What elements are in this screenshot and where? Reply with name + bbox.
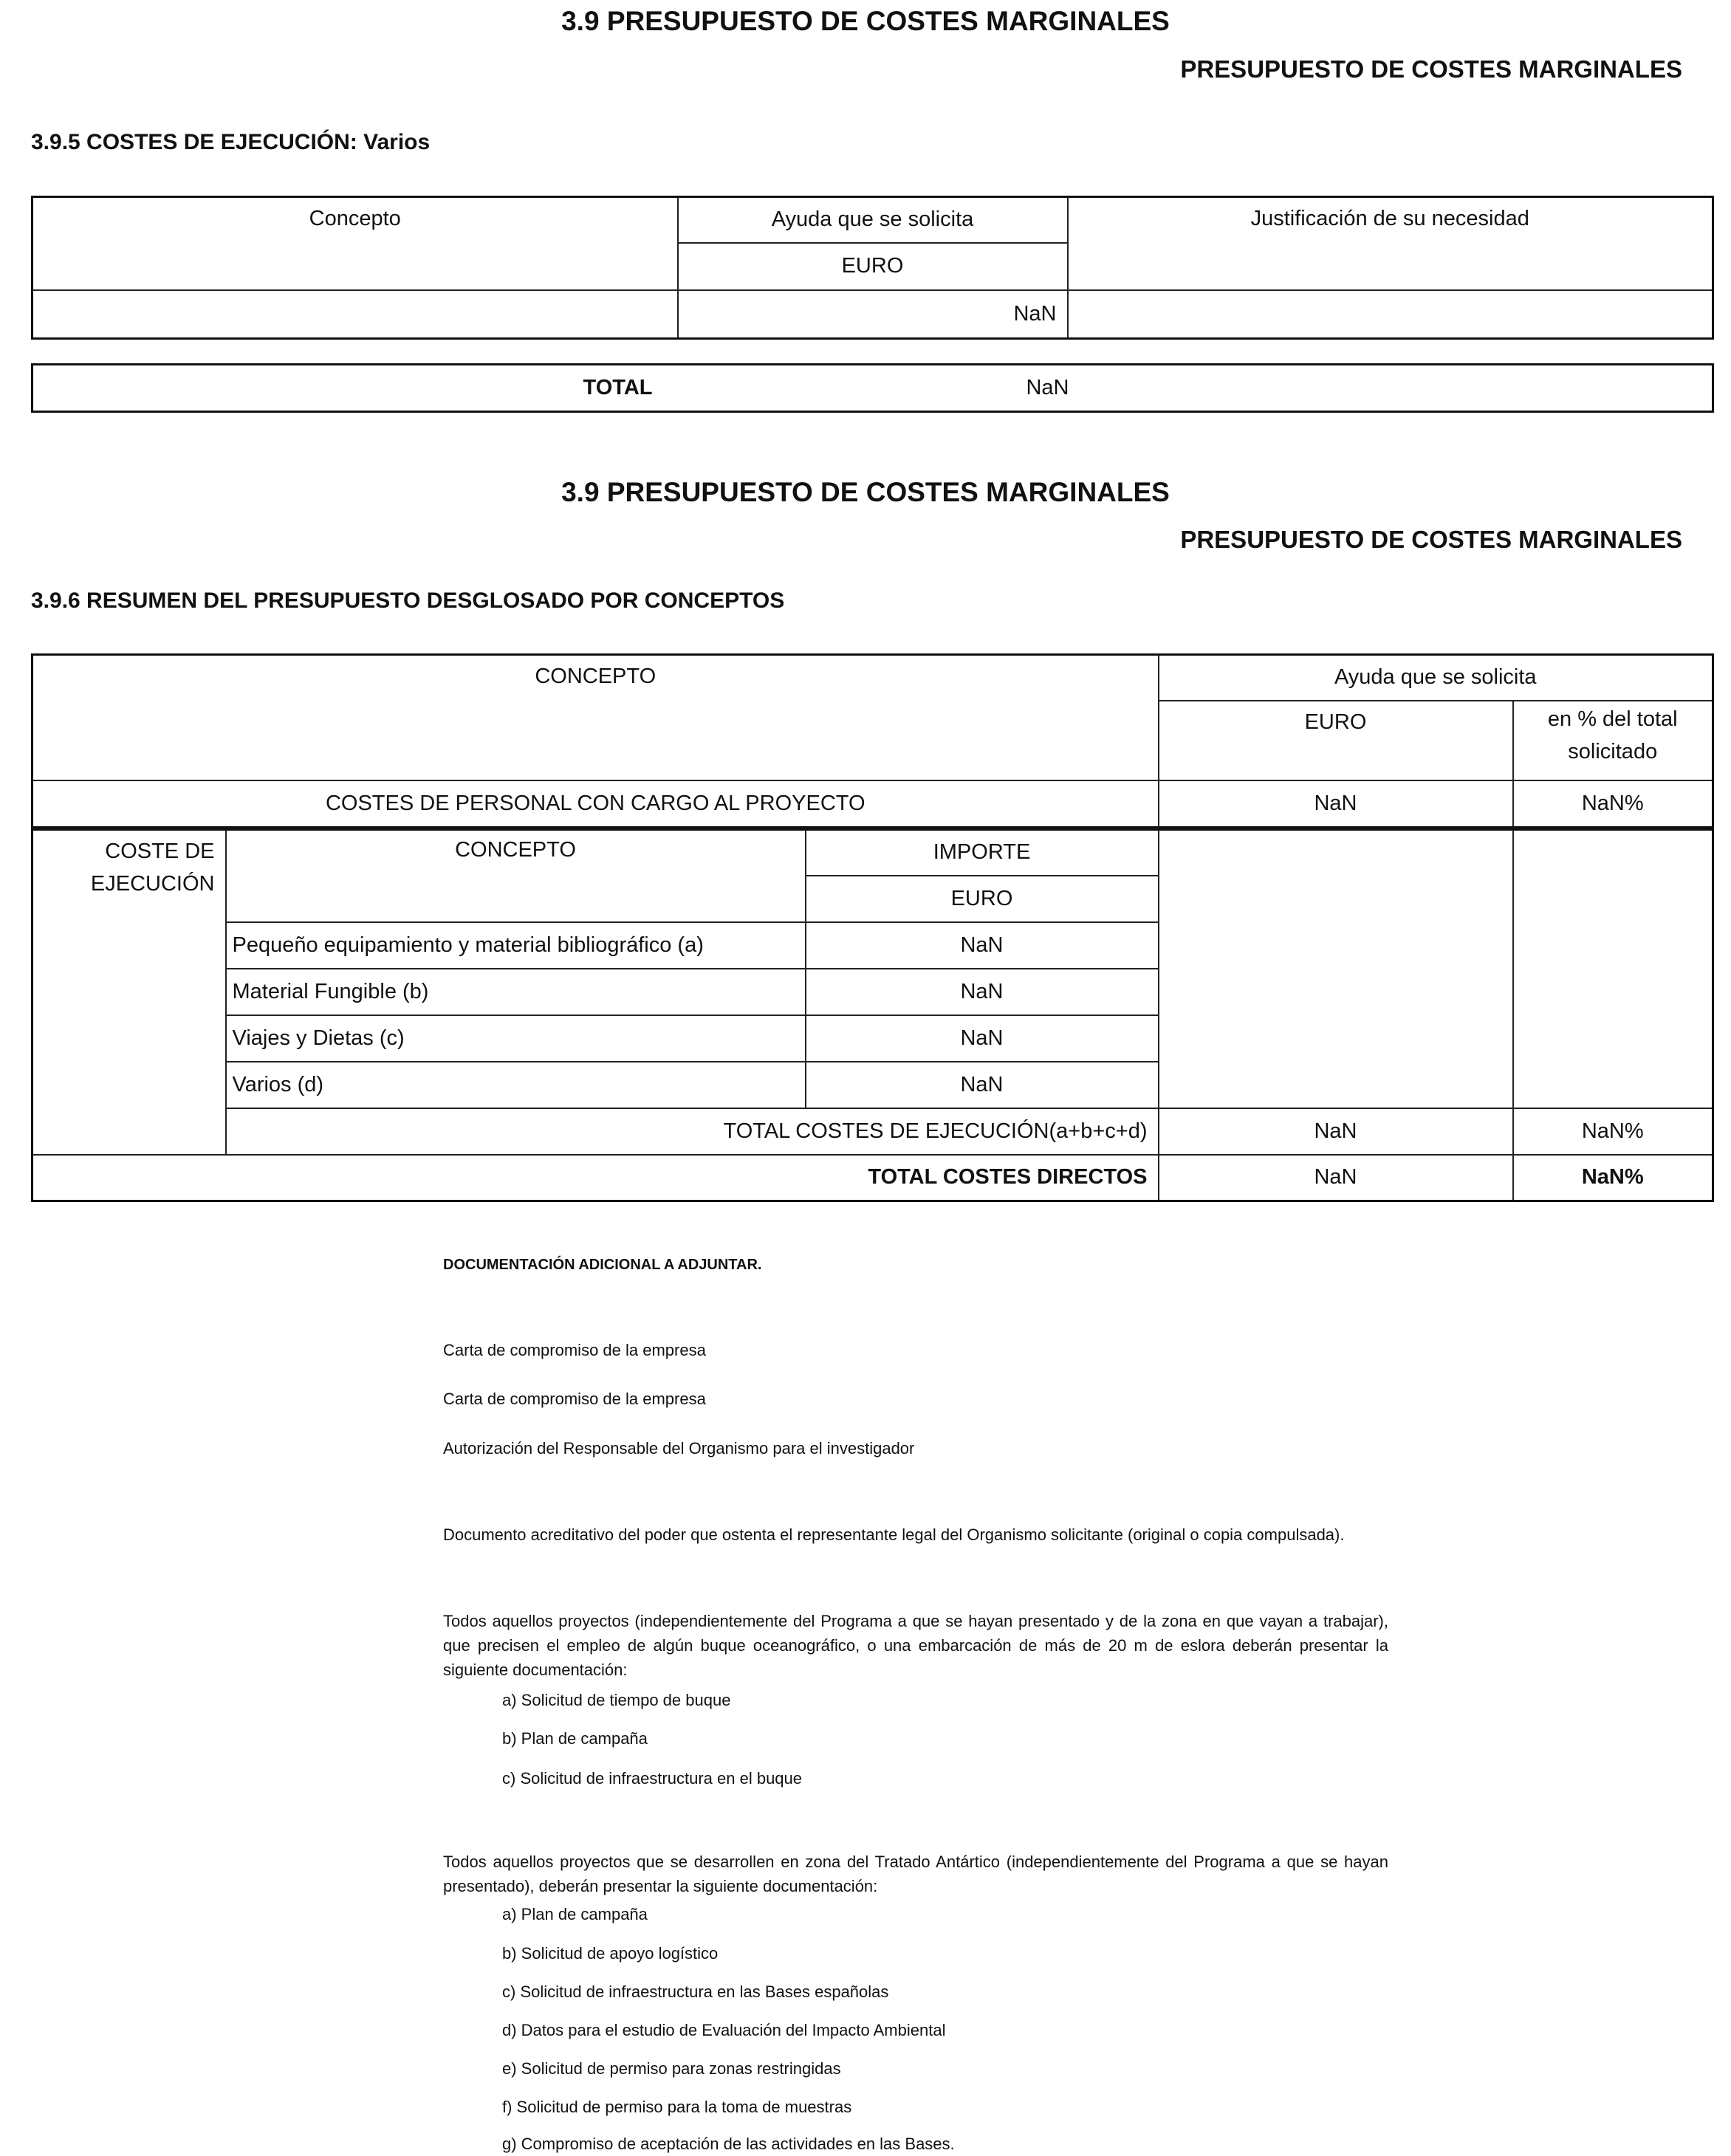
item-label: Material Fungible (b) [226, 969, 806, 1015]
antartico-item: f) Solicitud de permiso para la toma de muestras [502, 2098, 852, 2116]
total-directos-percent: NaN% [1513, 1155, 1713, 1201]
blank-euro-cell [1159, 830, 1513, 1108]
header-percent: en % del total solicitado [1513, 701, 1713, 780]
section-title-2: 3.9 PRESUPUESTO DE COSTES MARGINALES [561, 477, 1170, 507]
antartico-item: a) Plan de campaña [502, 1905, 648, 1923]
row-euro: NaN [678, 290, 1068, 339]
personal-euro: NaN [1159, 780, 1513, 828]
total-label: TOTAL [583, 376, 653, 399]
header-euro-resumen: EURO [1159, 701, 1513, 780]
total-directos-label: TOTAL COSTES DIRECTOS [32, 1155, 1159, 1201]
doc-item: Carta de compromiso de la empresa [443, 1341, 706, 1359]
ejecucion-table [31, 828, 1714, 1202]
buque-item: c) Solicitud de infraestructura en el buque [502, 1769, 803, 1788]
header-euro: EURO [678, 243, 1068, 290]
buque-item: b) Plan de campaña [502, 1729, 648, 1748]
antartico-item: b) Solicitud de apoyo logístico [502, 1944, 719, 1963]
buque-item: a) Solicitud de tiempo de buque [502, 1691, 731, 1709]
antartico-item: d) Datos para el estudio de Evaluación del Impacto Ambiental [502, 2021, 946, 2039]
doc-item: Carta de compromiso de la empresa [443, 1390, 706, 1408]
item-label: Varios (d) [226, 1062, 806, 1108]
item-value: NaN [806, 1062, 1159, 1108]
ejecucion-concepto-header: CONCEPTO [226, 830, 806, 922]
antartico-item: c) Solicitud de infraestructura en las Bases españolas [502, 1982, 889, 2001]
header-concepto: Concepto [32, 197, 678, 290]
ejecucion-label: COSTE DE EJECUCIÓN [32, 830, 226, 1155]
header-ayuda: Ayuda que se solicita [678, 197, 1068, 243]
row-concepto [32, 290, 678, 339]
doc-item: Autorización del Responsable del Organismo para el investigador [443, 1439, 915, 1458]
header-ayuda-resumen: Ayuda que se solicita [1159, 655, 1713, 701]
heading-costes-ejecucion: 3.9.5 COSTES DE EJECUCIÓN: Varios [31, 130, 431, 154]
item-value: NaN [806, 922, 1159, 969]
doc-buque-intro: Todos aquellos proyectos (independientemente del Programa a que se hayan presentado y de la zona en que vayan a trabajar), que precisen el empleo de algún buque oceanográfico, o una embarcación de más de 20 m de eslora deberán presentar la siguiente documentación: [443, 1612, 1388, 1679]
header-concepto-resumen: CONCEPTO [32, 655, 1159, 780]
personal-label: COSTES DE PERSONAL CON CARGO AL PROYECTO [32, 780, 1159, 828]
importe-header: IMPORTE [806, 830, 1159, 876]
section-subtitle-1: PRESUPUESTO DE COSTES MARGINALES [1180, 55, 1682, 83]
section-title-1: 3.9 PRESUPUESTO DE COSTES MARGINALES [561, 6, 1170, 36]
antartico-item: g) Compromiso de aceptación de las actividades en las Bases. [502, 2135, 955, 2153]
varios-table [31, 196, 1714, 340]
item-label: Pequeño equipamiento y material bibliográfico (a) [226, 922, 806, 969]
doc-poder: Documento acreditativo del poder que ostenta el representante legal del Organismo solicitante (original o copia compulsada). [443, 1525, 1345, 1544]
header-justificacion: Justificación de su necesidad [1068, 197, 1713, 290]
total-directos-euro: NaN [1159, 1155, 1513, 1201]
documentation-heading: DOCUMENTACIÓN ADICIONAL A ADJUNTAR. [443, 1257, 762, 1273]
total-table [31, 363, 1714, 413]
total-ejecucion-label: TOTAL COSTES DE EJECUCIÓN(a+b+c+d) [226, 1108, 1159, 1155]
item-value: NaN [806, 969, 1159, 1015]
total-value: NaN [1026, 376, 1069, 399]
personal-percent: NaN% [1513, 780, 1713, 828]
total-ejecucion-euro: NaN [1159, 1108, 1513, 1155]
item-label: Viajes y Dietas (c) [226, 1015, 806, 1062]
antartico-item: e) Solicitud de permiso para zonas restringidas [502, 2059, 841, 2078]
row-justificacion [1068, 290, 1713, 339]
blank-percent-cell [1513, 830, 1713, 1108]
section-subtitle-2: PRESUPUESTO DE COSTES MARGINALES [1180, 526, 1682, 553]
doc-antartico-intro: Todos aquellos proyectos que se desarrollen en zona del Tratado Antártico (independientemente del Programa a que se hayan presentado), deberán presentar la siguiente documentación: [443, 1853, 1388, 1895]
total-ejecucion-percent: NaN% [1513, 1108, 1713, 1155]
item-value: NaN [806, 1015, 1159, 1062]
heading-resumen: 3.9.6 RESUMEN DEL PRESUPUESTO DESGLOSADO POR CONCEPTOS [31, 588, 785, 613]
resumen-header-table [31, 653, 1714, 828]
importe-euro-header: EURO [806, 876, 1159, 922]
